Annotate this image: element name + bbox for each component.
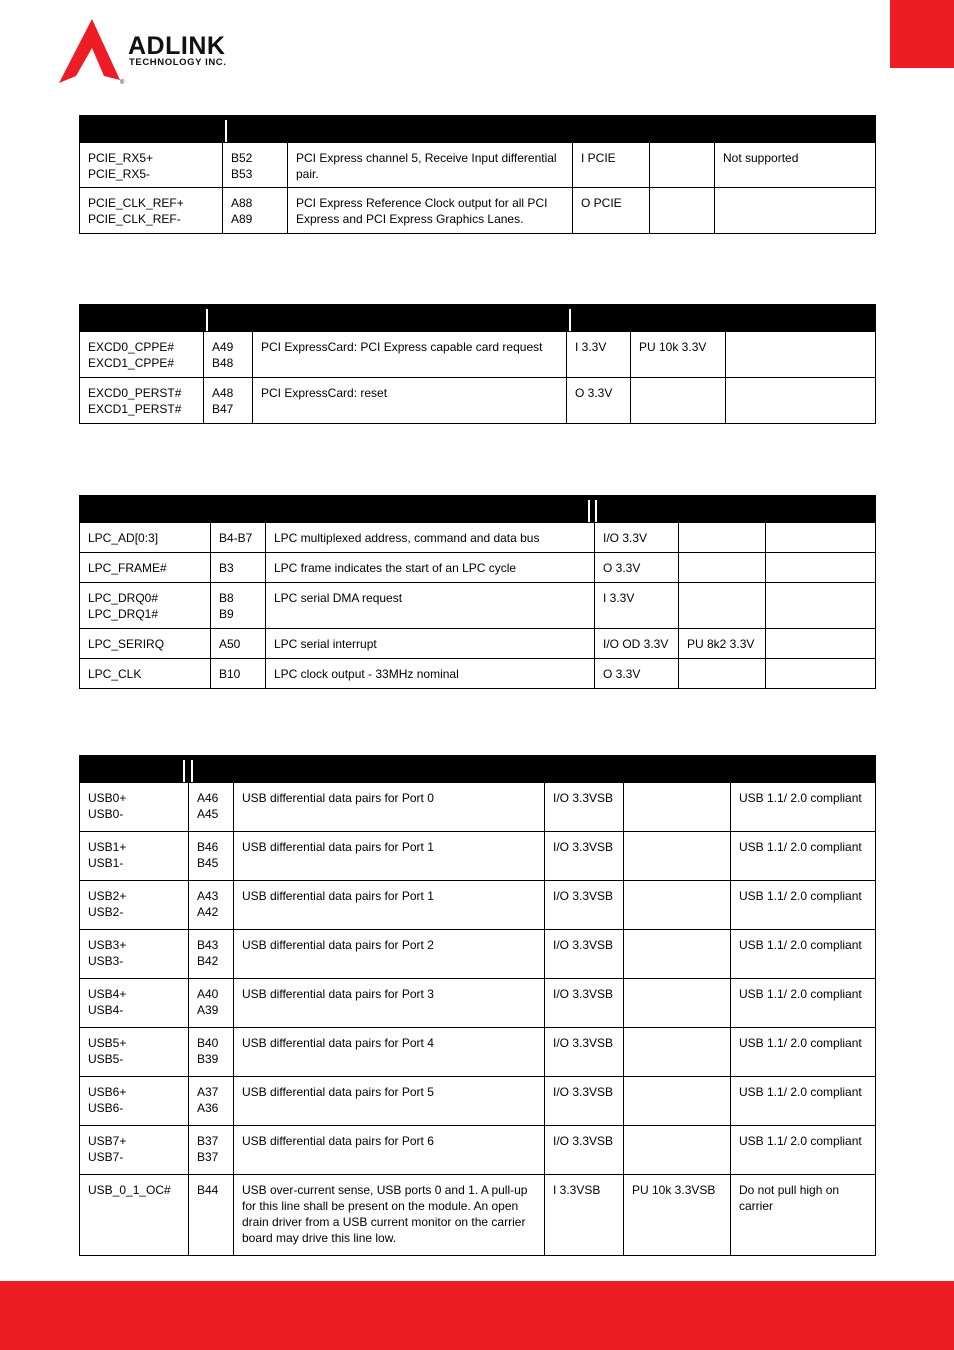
description-cell: LPC serial DMA request [266,583,595,629]
table-row [80,332,876,378]
description-cell: USB differential data pairs for Port 0 [234,783,545,832]
description-cell: USB differential data pairs for Port 5 [234,1077,545,1126]
signal-name-cell: USB3+ USB3- [80,930,189,979]
comment-cell [766,659,876,689]
signal-name-cell: EXCD0_CPPE# EXCD1_CPPE# [80,332,204,378]
table-row [80,188,876,234]
table-header-bar [80,756,876,783]
description-cell: USB differential data pairs for Port 4 [234,1028,545,1077]
footer-bar [0,1281,954,1350]
table-row [80,881,876,930]
pull-up-cell [624,979,731,1028]
io-type-cell: I/O 3.3VSB [545,1028,624,1077]
comment-cell [766,523,876,553]
signal-name-cell: LPC_DRQ0# LPC_DRQ1# [80,583,211,629]
pull-up-cell [624,930,731,979]
pull-up-cell [679,553,766,583]
comment-cell: Do not pull high on carrier [731,1175,876,1256]
expresscard-table-body [80,305,876,424]
pin-number-cell: B3 [211,553,266,583]
pin-number-cell: B40 B39 [189,1028,234,1077]
description-cell: PCI ExpressCard: reset [253,378,567,424]
pin-number-cell: B44 [189,1175,234,1256]
brand-name: ADLINK [128,32,226,60]
pin-number-cell: B43 B42 [189,930,234,979]
io-type-cell: I/O 3.3VSB [545,979,624,1028]
signal-name-cell: LPC_SERIRQ [80,629,211,659]
lpc-table-body [80,496,876,689]
description-cell: USB differential data pairs for Port 2 [234,930,545,979]
comment-cell: USB 1.1/ 2.0 compliant [731,1028,876,1077]
comment-cell: USB 1.1/ 2.0 compliant [731,930,876,979]
pin-number-cell: A43 A42 [189,881,234,930]
registered-mark: ® [120,80,125,86]
description-cell: LPC multiplexed address, command and data bus [266,523,595,553]
signal-name-cell: USB4+ USB4- [80,979,189,1028]
description-cell: LPC clock output - 33MHz nominal [266,659,595,689]
pull-up-cell [624,881,731,930]
comment-cell [766,553,876,583]
pull-up-cell [631,378,726,424]
io-type-cell: I/O 3.3VSB [545,1077,624,1126]
io-type-cell: O PCIE [573,188,650,234]
description-cell: USB differential data pairs for Port 6 [234,1126,545,1175]
adlink-logo [56,18,276,88]
signal-name-cell: USB6+ USB6- [80,1077,189,1126]
signal-name-cell: PCIE_CLK_REF+ PCIE_CLK_REF- [80,188,223,234]
pull-up-cell [624,1077,731,1126]
pin-number-cell: A49 B48 [204,332,253,378]
pin-number-cell: B10 [211,659,266,689]
pcie-table-body [80,116,876,234]
comment-cell: USB 1.1/ 2.0 compliant [731,979,876,1028]
pull-up-cell [624,832,731,881]
lpc-signal-table [79,495,876,689]
comment-cell: USB 1.1/ 2.0 compliant [731,832,876,881]
comment-cell: USB 1.1/ 2.0 compliant [731,1126,876,1175]
pull-up-cell [624,1028,731,1077]
io-type-cell: I/O 3.3VSB [545,881,624,930]
pull-up-cell: PU 10k 3.3V [631,332,726,378]
comment-cell [766,583,876,629]
io-type-cell: O 3.3V [567,378,631,424]
table-row [80,1126,876,1175]
description-cell: PCI ExpressCard: PCI Express capable card request [253,332,567,378]
table-row [80,553,876,583]
pull-up-cell [679,523,766,553]
description-cell: PCI Express channel 5, Receive Input differential pair. [288,143,573,188]
signal-name-cell: USB5+ USB5- [80,1028,189,1077]
io-type-cell: O 3.3V [595,659,679,689]
pull-up-cell [624,783,731,832]
signal-name-cell: USB0+ USB0- [80,783,189,832]
description-cell: USB over-current sense, USB ports 0 and 1. A pull-up for this line shall be present on the module. An open drain driver from a USB current monitor on the carrier board may drive this line low. [234,1175,545,1256]
expresscard-signal-table [79,304,876,424]
table-row [80,832,876,881]
pcie-signal-table [79,115,876,234]
signal-name-cell: LPC_CLK [80,659,211,689]
signal-name-cell: USB1+ USB1- [80,832,189,881]
io-type-cell: I/O 3.3VSB [545,832,624,881]
comment-cell: USB 1.1/ 2.0 compliant [731,1077,876,1126]
description-cell: USB differential data pairs for Port 1 [234,832,545,881]
comment-cell: USB 1.1/ 2.0 compliant [731,783,876,832]
pin-number-cell: B46 B45 [189,832,234,881]
table-row [80,930,876,979]
logo-triangle-icon [56,18,126,88]
signal-name-cell: LPC_AD[0:3] [80,523,211,553]
signal-name-cell: USB7+ USB7- [80,1126,189,1175]
pull-up-cell: PU 8k2 3.3V [679,629,766,659]
table-row [80,143,876,188]
io-type-cell: O 3.3V [595,553,679,583]
pin-number-cell: A88 A89 [223,188,288,234]
pull-up-cell [679,583,766,629]
pin-number-cell: B4-B7 [211,523,266,553]
description-cell: LPC serial interrupt [266,629,595,659]
pin-number-cell: A50 [211,629,266,659]
table-row [80,378,876,424]
table-row [80,979,876,1028]
io-type-cell: I PCIE [573,143,650,188]
io-type-cell: I/O 3.3VSB [545,783,624,832]
table-row [80,1175,876,1256]
table-row [80,659,876,689]
pull-up-cell [650,188,715,234]
table-header-bar [80,496,876,523]
table-row [80,783,876,832]
pin-number-cell: A46 A45 [189,783,234,832]
usb-table-body [80,756,876,1256]
signal-name-cell: USB2+ USB2- [80,881,189,930]
pin-number-cell: A48 B47 [204,378,253,424]
signal-name-cell: USB_0_1_OC# [80,1175,189,1256]
table-row [80,1077,876,1126]
comment-cell [726,332,876,378]
table-row [80,1028,876,1077]
signal-name-cell: LPC_FRAME# [80,553,211,583]
comment-cell [715,188,876,234]
table-row [80,523,876,553]
brand-tagline: TECHNOLOGY INC. [129,57,227,68]
pull-up-cell: PU 10k 3.3VSB [624,1175,731,1256]
signal-name-cell: PCIE_RX5+ PCIE_RX5- [80,143,223,188]
signal-name-cell: EXCD0_PERST# EXCD1_PERST# [80,378,204,424]
io-type-cell: I/O OD 3.3V [595,629,679,659]
io-type-cell: I/O 3.3VSB [545,1126,624,1175]
comment-cell: Not supported [715,143,876,188]
table-header-bar [80,305,876,332]
io-type-cell: I/O 3.3V [595,523,679,553]
table-header-bar [80,116,876,143]
io-type-cell: I/O 3.3VSB [545,930,624,979]
pull-up-cell [679,659,766,689]
table-row [80,583,876,629]
comment-cell: USB 1.1/ 2.0 compliant [731,881,876,930]
pull-up-cell [650,143,715,188]
comment-cell [726,378,876,424]
description-cell: PCI Express Reference Clock output for all PCI Express and PCI Express Graphics Lanes. [288,188,573,234]
usb-signal-table [79,755,876,1256]
comment-cell [766,629,876,659]
table-row [80,629,876,659]
description-cell: USB differential data pairs for Port 1 [234,881,545,930]
io-type-cell: I 3.3VSB [545,1175,624,1256]
io-type-cell: I 3.3V [595,583,679,629]
pin-number-cell: A37 A36 [189,1077,234,1126]
description-cell: LPC frame indicates the start of an LPC cycle [266,553,595,583]
pin-number-cell: B37 B37 [189,1126,234,1175]
pin-number-cell: B52 B53 [223,143,288,188]
io-type-cell: I 3.3V [567,332,631,378]
description-cell: USB differential data pairs for Port 3 [234,979,545,1028]
page-corner-tab [890,0,954,68]
pin-number-cell: B8 B9 [211,583,266,629]
pin-number-cell: A40 A39 [189,979,234,1028]
pull-up-cell [624,1126,731,1175]
